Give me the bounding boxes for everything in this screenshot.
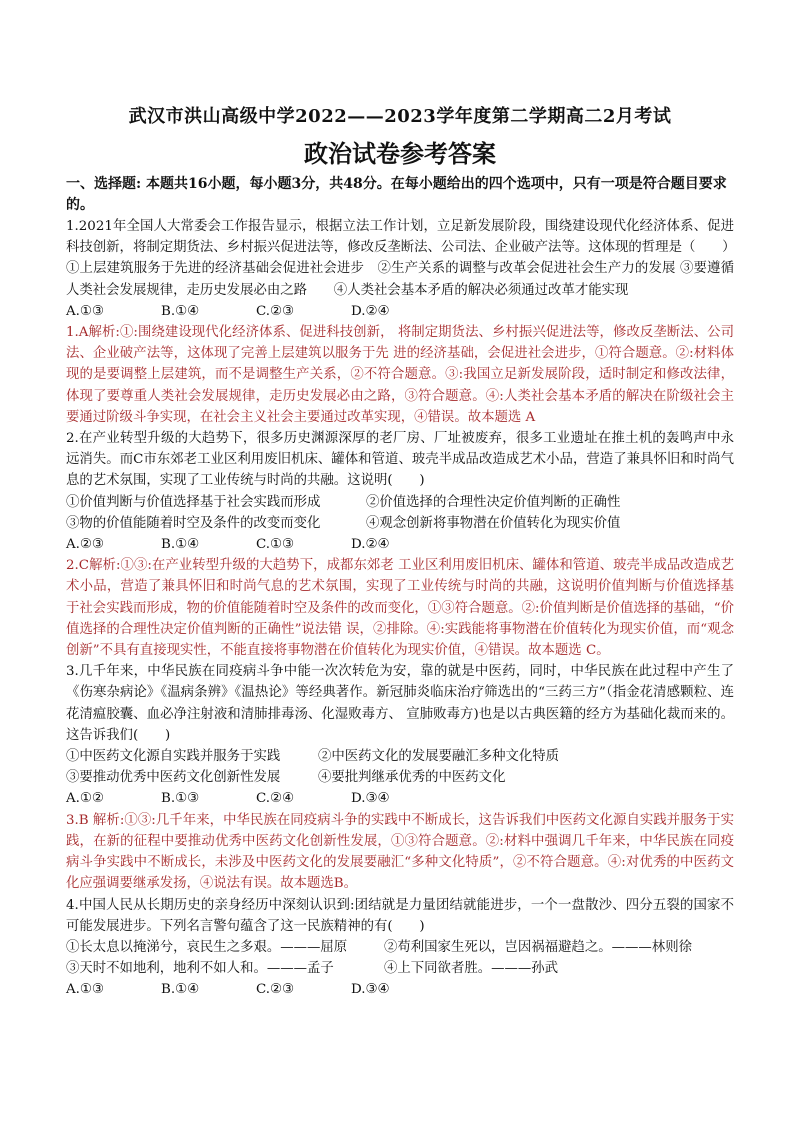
option-d: D.②④ <box>351 537 390 553</box>
section-instructions: 一、选择题: 本题共16小题，每小题3分，共48分。在每小题给出的四个选项中，只有一项是符合题目要求的。 <box>66 176 727 213</box>
option-c: C.①③ <box>256 537 295 553</box>
option-c: C.②③ <box>256 303 295 319</box>
question-3-options <box>66 788 734 809</box>
question-1-options <box>66 301 734 322</box>
option-d: D.②④ <box>351 303 390 319</box>
question-2-stem: 2.在产业转型升级的大趋势下，很多历史渊源深厚的老厂房、厂址被废弃，很多工业遗址在推土机的轰鸣声中永远消失。而C市东郊老工业区利用废旧机床、罐体和管道、玻壳半成品改造成艺术小品，营造了兼具怀旧和时尚气息的艺术氛围，实现了工业传统与时尚的共融。这说明( ) <box>66 431 734 489</box>
question-4-stem: 4.中国人民从长期历史的亲身经历中深刻认识到:团结就是力量团结就能进步，一个一盘散沙、四分五裂的国家不可能发展进步。下列名言警句蕴含了这一民族精神的有( ) <box>66 897 734 934</box>
question-1-choices: ①上层建筑服务于先进的经济基础会促进社会进步 ②生产关系的调整与改革会促进社会生产力的发展 ③要遵循人类社会发展规律，走历史发展必由之路 ④人类社会基本矛盾的解决必须通过改革才能实现 <box>66 261 734 298</box>
choice-3: ③要推动优秀中医药文化创新性发展 <box>66 770 281 786</box>
document-title: 政治试卷参考答案 <box>304 139 496 168</box>
choice-4: ④观念创新将事物潜在价值转化为现实价值 <box>366 515 621 531</box>
choice-1: ①长太息以掩涕兮，哀民生之多艰。———屈原 <box>66 939 348 955</box>
question-4-options <box>66 979 734 1000</box>
option-d: D.③④ <box>351 791 390 807</box>
option-a: A.①③ <box>66 303 104 319</box>
option-b: B.①④ <box>161 537 200 553</box>
option-b: B.①④ <box>161 303 200 319</box>
option-b: B.①④ <box>161 982 200 998</box>
option-a: A.①② <box>66 791 104 807</box>
choice-2: ②苟利国家生死以，岂因祸福避趋之。———林则徐 <box>384 939 692 955</box>
option-c: C.②③ <box>256 982 295 998</box>
question-2-choice-row <box>66 513 734 534</box>
question-1-stem: 1.2021年全国人大常委会工作报告显示，根据立法工作计划，立足新发展阶段，围绕建设现代化经济体系、促进科技创新，将制定期货法、乡村振兴促进法等，修改反垄断法、公司法、企业破产法等。这体现的哲理是（ ） <box>66 219 736 256</box>
option-c: C.②④ <box>256 791 295 807</box>
question-3-choice-row <box>66 746 734 767</box>
choice-2: ②中医药文化的发展要融汇多种文化特质 <box>318 749 560 765</box>
question-2-analysis: 2.C解析:①③:在产业转型升级的大趋势下，成都东郊老 工业区利用废旧机床、罐体和管道、玻壳半成品改造成艺术小品，营造了兼具怀旧和时尚气息的艺术氛围，实现了工业传统与时尚的共融，这说明价值判断与价值选择基于社会实践而形成，物的价值能随着时空及条件的改而变化，①③符合题意。②:价值判断是价值选择的基础，“价值选择的合理性决定价值判断的正确性”说法错 误，②排除。④:实践能将事物潜在价值转化为现实价值，而“观念创新”不具有直接现实性，不能直接将事物潜在价值转化为现实价值，④错误。故本题选 C。 <box>66 558 734 659</box>
choice-4: ④要批判继承优秀的中医药文化 <box>318 770 506 786</box>
option-b: B.①③ <box>161 791 200 807</box>
exam-title: 武汉市洪山高级中学2022——2023学年度第二学期高二2月考试 <box>128 106 672 127</box>
option-a: A.②③ <box>66 537 104 553</box>
choice-4: ④上下同欲者胜。———孙武 <box>384 961 559 977</box>
question-4-choice-row <box>66 958 734 979</box>
choice-1: ①价值判断与价值选择基于社会实践而形成 <box>66 494 321 510</box>
question-3-stem: 3.几千年来，中华民族在同疫病斗争中能一次次转危为安，靠的就是中医药，同时，中华民族在此过程中产生了《伤寒杂病论》《温病条辨》《温热论》等经典著作。新冠肺炎临床治疗筛选出的“三药三方”（指金花清感颗粒、连花清瘟胶囊、血必净注射液和清肺排毒汤、化湿败毒方、 宣肺败毒方)也是以古典医籍的经方为基础化裁而来的。这告诉我们( ) <box>66 664 734 743</box>
question-1-analysis: 1.A解析:①:围绕建设现代化经济体系、促进科技创新， 将制定期货法、乡村振兴促进法等，修改反垄断法、公司法、企业破产法等，这体现了完善上层建筑以服务于先 进的经济基础，会促进社会进步，①符合题意。②:材料体现的是要调整上层建筑，而不是调整生产关系，②不符合题意。③:我国立足新发展阶段，适时制定和修改法律，体现了要尊重人类社会发展规律，走历史发展必由之路，③符合题意。④:人类社会基本矛盾的解决在阶级社会主要通过阶级斗争实现，在社会主义社会主要通过改革实现，④错误。故本题选 A <box>66 325 734 425</box>
option-a: A.①③ <box>66 982 104 998</box>
question-2-choice-row <box>66 492 734 513</box>
question-2-options <box>66 534 734 555</box>
question-4-choice-row <box>66 937 734 958</box>
question-3-analysis: 3.B 解析:①③:几千年来，中华民族在同疫病斗争的实践中不断成长，这告诉我们中医药文化源自实践并服务于实践，在新的征程中要推动优秀中医药文化创新性发展，①③符合题意。②:材料中强调几千年来，中华民族在同疫病斗争实践中不断成长，未涉及中医药文化的发展要融汇“多种文化特质”，②不符合题意。④:对优秀的中医药文化应强调要继承发扬，④说法有误。故本题选B。 <box>66 812 734 892</box>
choice-1: ①中医药文化源自实践并服务于实践 <box>66 749 281 765</box>
question-3-choice-row <box>66 767 734 788</box>
choice-2: ②价值选择的合理性决定价值判断的正确性 <box>366 494 621 510</box>
choice-3: ③物的价值能随着时空及条件的改变而变化 <box>66 515 321 531</box>
document-page <box>66 104 734 1001</box>
option-d: D.③④ <box>351 982 390 998</box>
choice-3: ③天时不如地利，地利不如人和。———孟子 <box>66 961 334 977</box>
